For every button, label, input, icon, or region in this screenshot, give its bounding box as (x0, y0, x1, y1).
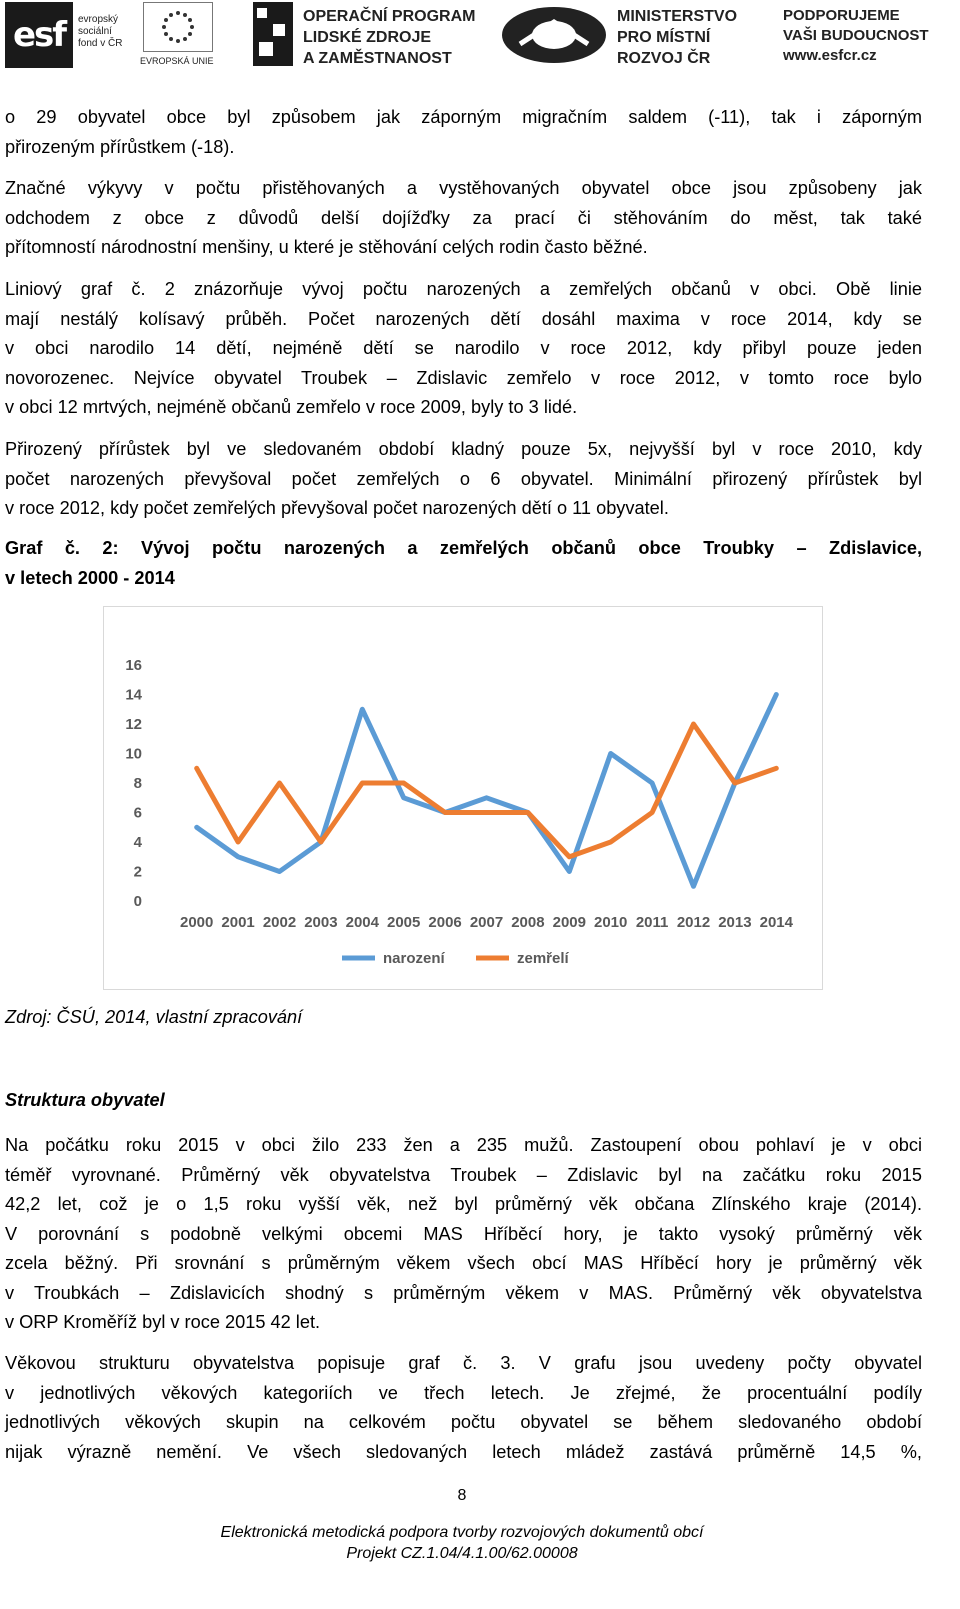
text-line: v obci 12 mrtvých, nejméně občanů zemřelo v roce 2009, byly to 3 lidé. (5, 397, 578, 417)
x-tick-label: 2009 (552, 914, 586, 931)
slogan-line: VAŠI BUDOUCNOST (783, 27, 929, 44)
mmr-line: ROZVOJ ČR (617, 50, 711, 67)
text-line: v roce 2012, kdy počet zemřelých převyšoval počet narozených dětí o 11 obyvatel. (5, 498, 669, 518)
esf-line: fond v ČR (78, 38, 123, 49)
x-tick-label: 2014 (759, 914, 793, 931)
footer-line: Elektronická metodická podpora tvorby rozvojových dokumentů obcí (220, 1524, 704, 1541)
x-tick-label: 2011 (635, 914, 669, 931)
text-line: přirozeným přírůstkem (-18). (5, 136, 235, 157)
x-tick-label: 2006 (428, 914, 462, 931)
births-deaths-chart (103, 606, 823, 990)
legend-label: zemřelí (517, 950, 569, 967)
esf-line: evropský (78, 14, 119, 25)
esf-logo: esf (5, 2, 73, 68)
eu-stars-icon (144, 3, 212, 51)
text-line: Značné výkyvy v počtu přistěhovaných a vystěhovaných obyvatel obce jsou způsobeny jak (5, 178, 922, 198)
x-tick-label: 2000 (180, 914, 214, 931)
slogan-line: PODPORUJEME (783, 7, 900, 24)
y-tick-label: 14 (125, 686, 142, 704)
esf-line: sociální (78, 26, 112, 37)
y-tick-label: 0 (133, 893, 142, 910)
esfcr-link[interactable]: www.esfcr.cz (783, 47, 877, 64)
page-footer (0, 1522, 924, 1564)
x-tick-label: 2010 (594, 914, 628, 931)
text-line: novorozenec. Nejvíce obyvatel Troubek – Zdislavic zemřelo v roce 2012, v tomto roce bylo (5, 367, 922, 388)
text-line: téměř vyrovnané. Průměrný věk obyvatelstva Troubek – Zdislavic byl na začátku roku 2015 (5, 1164, 922, 1185)
x-tick-label: 2012 (676, 914, 711, 931)
mmr-logo-icon (500, 4, 608, 66)
text-line: Liniový graf č. 2 znázorňuje vývoj počtu narozených a zemřelých občanů v obci. Obě linie (5, 279, 922, 299)
text-line: nijak výrazně nemění. Ve všech sledovaných letech mládež zastává průměrně 14,5 %, (5, 1441, 922, 1462)
y-tick-label: 16 (125, 657, 142, 674)
text-line: zcela běžný. Při srovnání s průměrným věkem všech obcí MAS Hříběcí hory je průměrný věk (5, 1253, 922, 1273)
mmr-line: PRO MÍSTNÍ (617, 29, 711, 46)
text-line: jednotlivých věkových skupin na celkovém počtu obyvatel se během sledovaného období (5, 1412, 922, 1432)
x-tick-label: 2002 (262, 914, 297, 931)
text-line: Věkovou strukturu obyvatelstva popisuje graf č. 3. V grafu jsou uvedeny počty obyvatel (5, 1353, 922, 1373)
oplz-line: LIDSKÉ ZDROJE (303, 29, 432, 46)
text-line: Přirozený přírůstek byl ve sledovaném období kladný pouze 5x, nejvyšší byl v roce 2010, kdy (5, 439, 922, 459)
paragraph-natural-increase (5, 435, 922, 524)
page-number: 8 (457, 1487, 467, 1504)
caption-line: Graf č. 2: Vývoj počtu narozených a zemřelých občanů obce Troubky – Zdislavice, (5, 538, 922, 558)
x-tick-label: 2004 (345, 914, 379, 931)
text-line: odchodem z obce z důvodů delší dojížďky za prací či stěhováním do měst, tak také (5, 207, 922, 228)
text-line: v Troubkách – Zdislavicích shodný s průměrným věkem v MAS. Průměrný věk obyvatelstva (5, 1282, 922, 1303)
text-line: V porovnání s podobně velkými obcemi MAS Hříběcí hory, je takto vysoký průměrný věk (5, 1223, 922, 1244)
text-line: 42,2 let, což je o 1,5 roku vyšší věk, než byl průměrný věk občana Zlínského kraje (2014). (5, 1194, 922, 1214)
paragraph-migration (5, 103, 922, 162)
x-tick-label: 2013 (718, 914, 752, 931)
mmr-line: MINISTERSTVO (617, 8, 738, 25)
footer-line: Projekt CZ.1.04/4.1.00/62.00008 (346, 1545, 578, 1562)
text-line: v obci narodilo 14 dětí, nejméně dětí se narodilo v roce 2012, kdy přibyl pouze jeden (5, 338, 922, 358)
y-tick-label: 8 (133, 775, 142, 792)
oplz-line: A ZAMĚSTNANOST (303, 50, 452, 67)
x-tick-label: 2008 (511, 914, 545, 931)
x-tick-label: 2007 (469, 914, 504, 931)
chart-caption (5, 534, 922, 593)
chart-source: Zdroj: ČSÚ, 2014, vlastní zpracování (5, 1007, 303, 1027)
text-line: přítomností národnostní menšiny, u které je stěhování celých rodin často běžné. (5, 237, 648, 257)
eu-flag-icon (143, 2, 213, 52)
section-title: Struktura obyvatel (5, 1090, 165, 1110)
paragraph-fluctuation (5, 174, 922, 263)
x-tick-label: 2005 (387, 914, 421, 931)
eu-label: EVROPSKÁ UNIE (140, 56, 214, 66)
esf-logo-text (78, 14, 122, 50)
paragraph-births-deaths (5, 275, 922, 423)
oplz-line: OPERAČNÍ PROGRAM (303, 8, 476, 25)
text-line: v ORP Kroměříž byl v roce 2015 42 let. (5, 1312, 321, 1332)
y-tick-label: 2 (133, 863, 142, 881)
text-line: mají nestálý kolísavý průběh. Počet narozených dětí dosáhl maxima v roce 2014, kdy se (5, 308, 922, 329)
y-tick-label: 6 (133, 804, 142, 822)
text-line: počet narozených převyšoval počet zemřelých o 6 obyvatel. Minimální přirozený přírůstek byl (5, 468, 922, 489)
oplz-logo-icon (253, 2, 293, 66)
text-line: Na počátku roku 2015 v obci žilo 233 žen a 235 mužů. Zastoupení obou pohlaví je v obci (5, 1135, 922, 1155)
paragraph-age-structure (5, 1349, 922, 1467)
page-header (0, 0, 960, 80)
x-tick-label: 2001 (221, 914, 255, 931)
legend-label: narození (383, 950, 445, 967)
mmr-logo-text (617, 6, 737, 69)
y-tick-label: 10 (125, 745, 142, 763)
y-tick-label: 4 (133, 834, 142, 851)
oplz-logo-text (303, 6, 475, 69)
paragraph-population-structure (5, 1131, 922, 1338)
caption-line: v letech 2000 - 2014 (5, 567, 175, 588)
text-line: v jednotlivých věkových kategoriích ve třech letech. Je zřejmé, že procentuální podíly (5, 1382, 922, 1403)
x-tick-label: 2003 (304, 914, 338, 931)
text-line: o 29 obyvatel obce byl způsobem jak záporným migračním saldem (-11), tak i záporným (5, 107, 922, 127)
y-tick-label: 12 (125, 716, 142, 733)
line-chart (104, 607, 822, 989)
esfcr-slogan (783, 6, 929, 66)
series-line-zemreli (197, 724, 777, 857)
